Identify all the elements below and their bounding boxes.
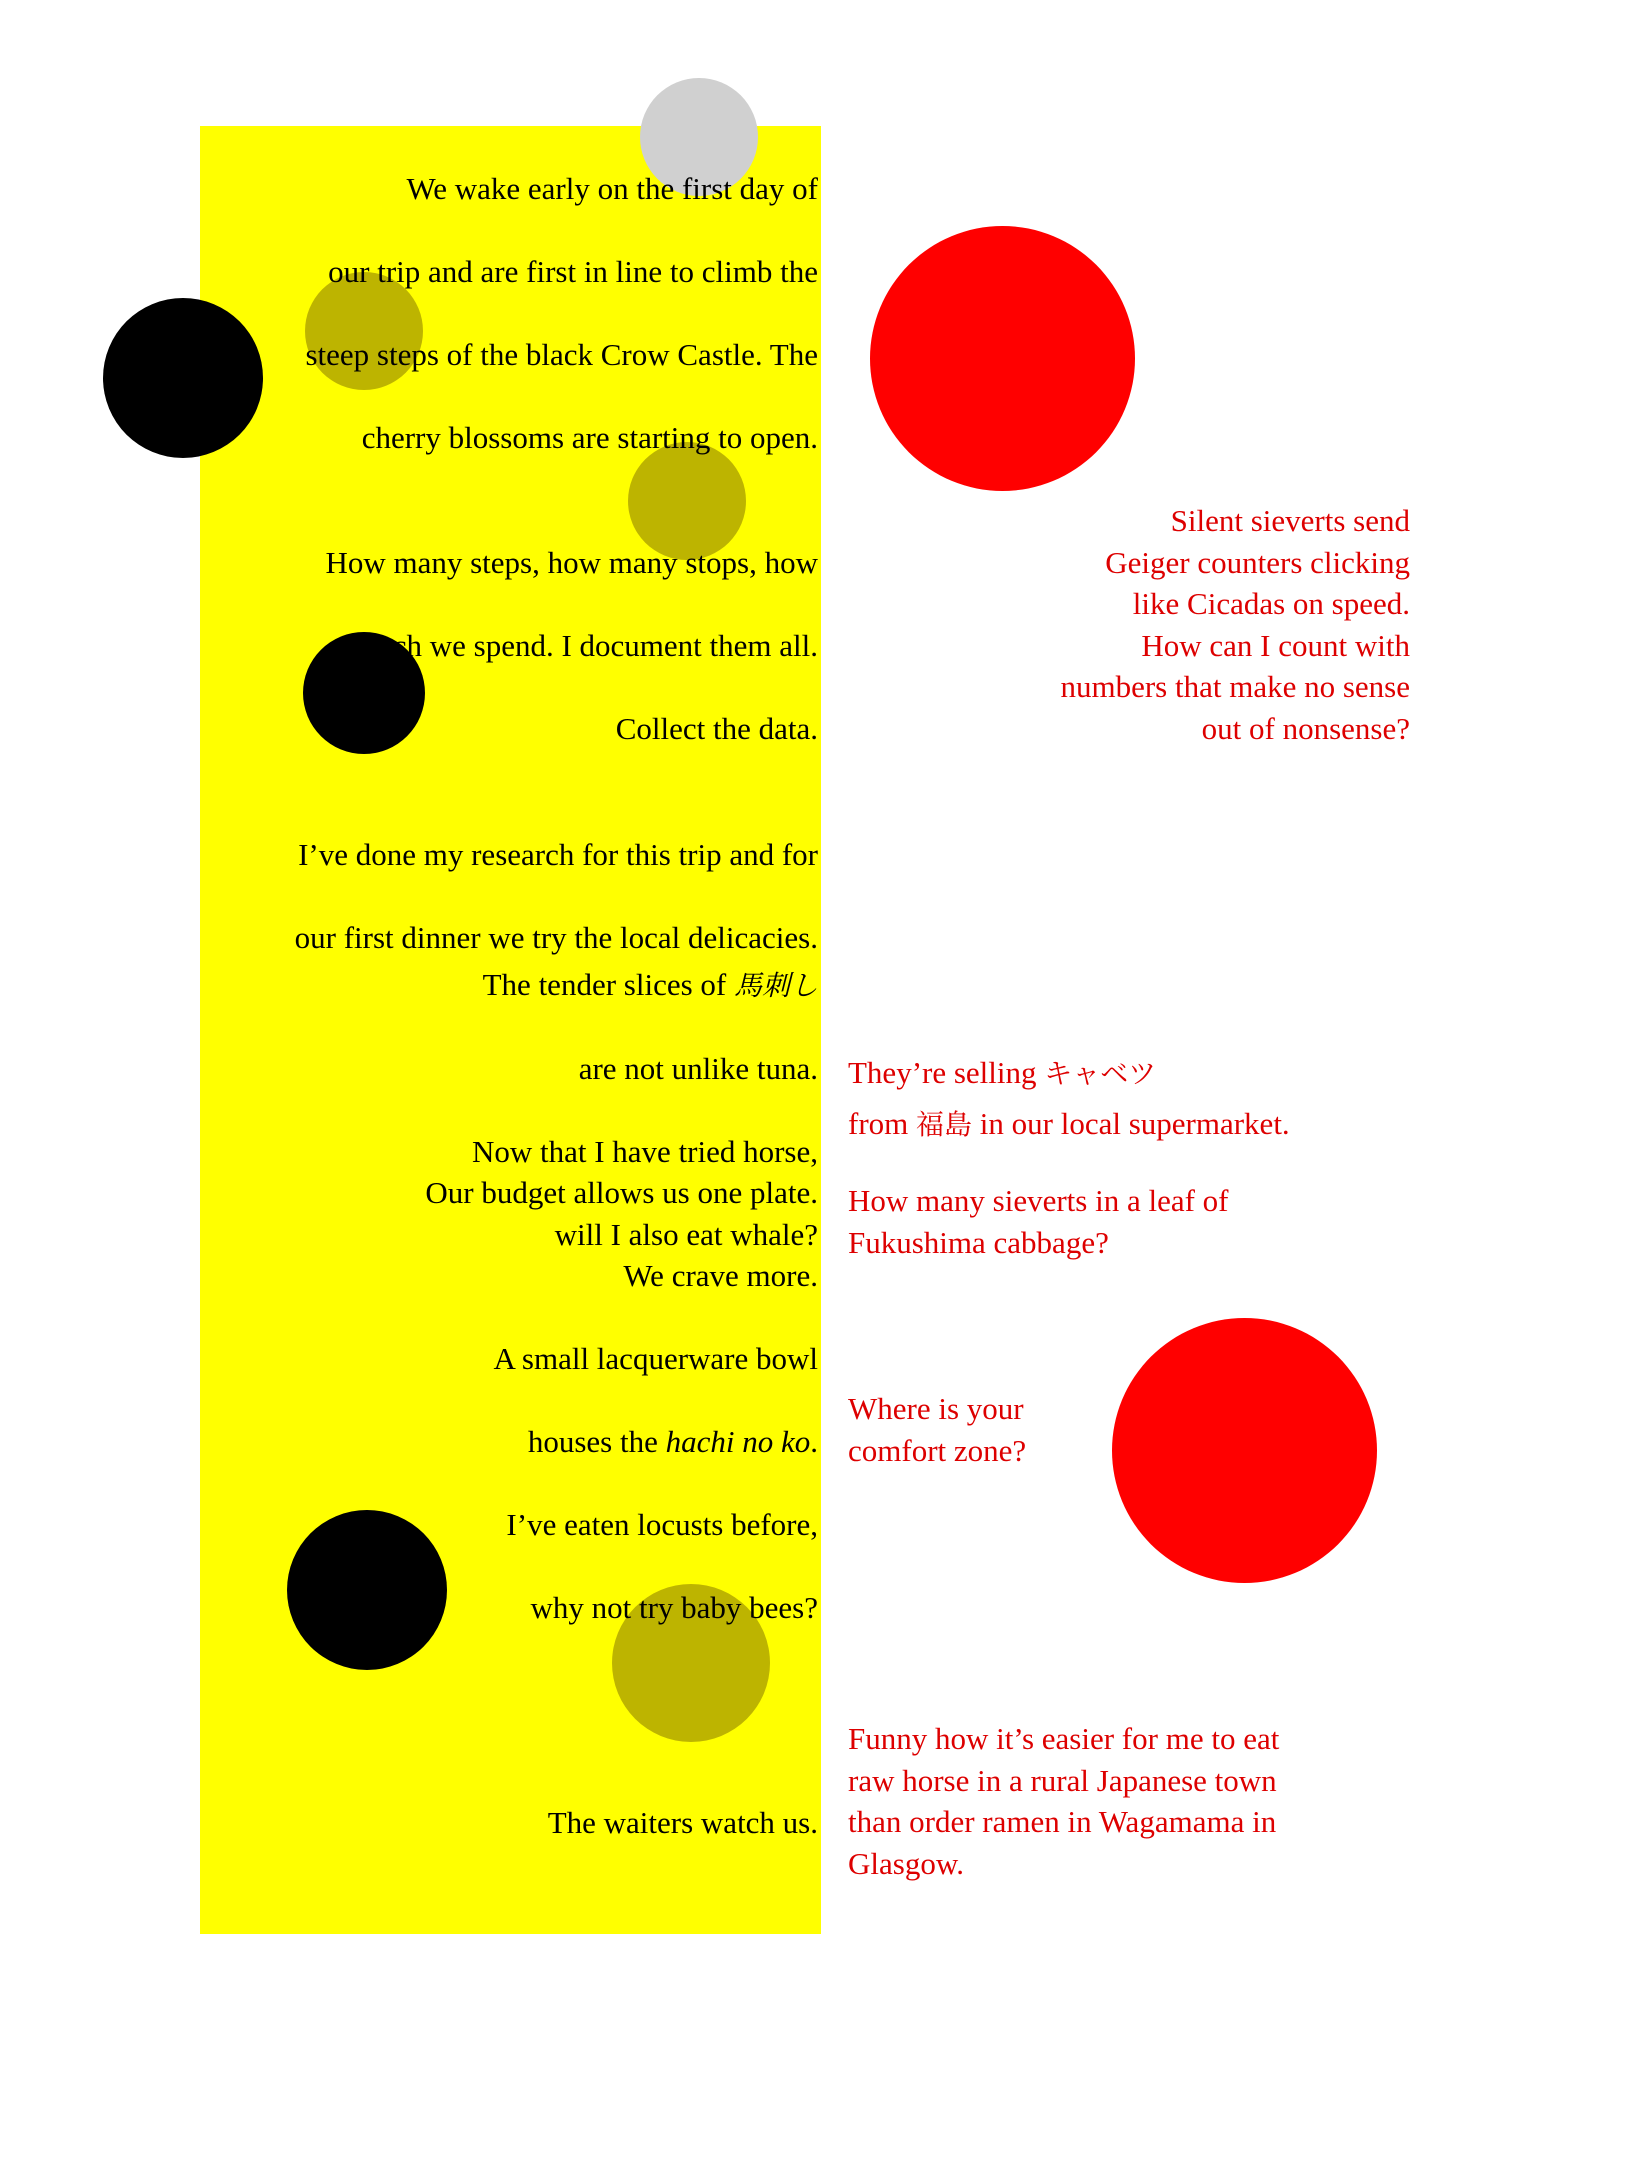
text-line: Glasgow. xyxy=(848,1845,964,1881)
text-line xyxy=(472,964,818,1007)
text-line xyxy=(848,1099,1290,1150)
text-line: Geiger counters clicking xyxy=(1105,544,1410,580)
text-fragment: in our local supermarket. xyxy=(972,1106,1290,1141)
italic-text: hachi no ko xyxy=(665,1423,811,1459)
japanese-text: 馬刺し xyxy=(733,968,818,1002)
japanese-text: 福島 xyxy=(916,1108,973,1141)
text-line: We crave more. xyxy=(623,1257,818,1293)
text-line: Our budget allows us one plate. xyxy=(425,1174,818,1210)
text-line: A small lacquerware bowl xyxy=(493,1340,818,1376)
text-line xyxy=(848,1048,1290,1099)
text-line: raw horse in a rural Japanese town xyxy=(848,1762,1277,1798)
text-fragment: The tender slices of xyxy=(482,966,734,1002)
stanza-comfort-zone xyxy=(848,1388,1026,1471)
red-dot xyxy=(870,226,1135,491)
text-line: are not unlike tuna. xyxy=(578,1050,818,1086)
text-line: numbers that make no sense xyxy=(1060,669,1410,704)
japanese-text: キャベツ xyxy=(1044,1057,1157,1090)
text-fragment: houses the xyxy=(527,1423,666,1459)
text-line: steep steps of the black Crow Castle. The xyxy=(305,336,818,372)
stanza-bees xyxy=(425,1130,818,1670)
stanza-castle xyxy=(305,126,818,500)
black-dot xyxy=(103,298,263,458)
stanza-cabbage-supermarket xyxy=(848,1048,1290,1150)
text-line: I’ve done my research for this trip and for xyxy=(298,836,818,872)
text-line: will I also eat whale? xyxy=(554,1216,818,1252)
text-line: Collect the data. xyxy=(615,710,818,746)
text-fragment: They’re selling xyxy=(848,1055,1045,1090)
stanza-waiters xyxy=(548,1760,818,1885)
black-dot xyxy=(287,1510,447,1670)
text-line: Now that I have tried horse, xyxy=(471,1133,818,1169)
stanza-glasgow xyxy=(848,1718,1279,1884)
text-line: out of nonsense? xyxy=(1201,710,1410,746)
stanza-sieverts xyxy=(1060,500,1410,749)
stanza-steps xyxy=(325,500,818,791)
text-line: The waiters watch us. xyxy=(547,1804,818,1840)
text-line: our first dinner we try the local delicacies. xyxy=(294,919,818,955)
text-line: cherry blossoms are starting to open. xyxy=(361,419,818,455)
text-line: Where is your xyxy=(848,1391,1024,1426)
text-line: than order ramen in Wagamama in xyxy=(848,1804,1277,1839)
text-line: We wake early on the first day of xyxy=(406,170,818,206)
text-line: comfort zone? xyxy=(848,1432,1027,1468)
red-dot xyxy=(1112,1318,1377,1583)
text-line: much we spend. I document them all. xyxy=(353,627,818,663)
text-line: I’ve eaten locusts before, xyxy=(506,1506,818,1542)
text-fragment: . xyxy=(810,1423,818,1459)
text-line: like Cicadas on speed. xyxy=(1132,586,1410,621)
text-line: How many steps, how many stops, how xyxy=(325,544,818,580)
text-line: our trip and are first in line to climb the xyxy=(328,253,818,289)
text-line: why not try baby bees? xyxy=(530,1589,818,1625)
text-line: Fukushima cabbage? xyxy=(848,1224,1109,1260)
text-line: Silent sieverts send xyxy=(1170,503,1410,538)
text-fragment: from xyxy=(848,1106,917,1141)
stanza-fukushima-cabbage xyxy=(848,1180,1229,1263)
text-line: Funny how it’s easier for me to eat xyxy=(848,1721,1280,1756)
text-line: How can I count with xyxy=(1141,627,1410,663)
text-line: How many sieverts in a leaf of xyxy=(848,1183,1229,1218)
text-line xyxy=(425,1421,818,1463)
